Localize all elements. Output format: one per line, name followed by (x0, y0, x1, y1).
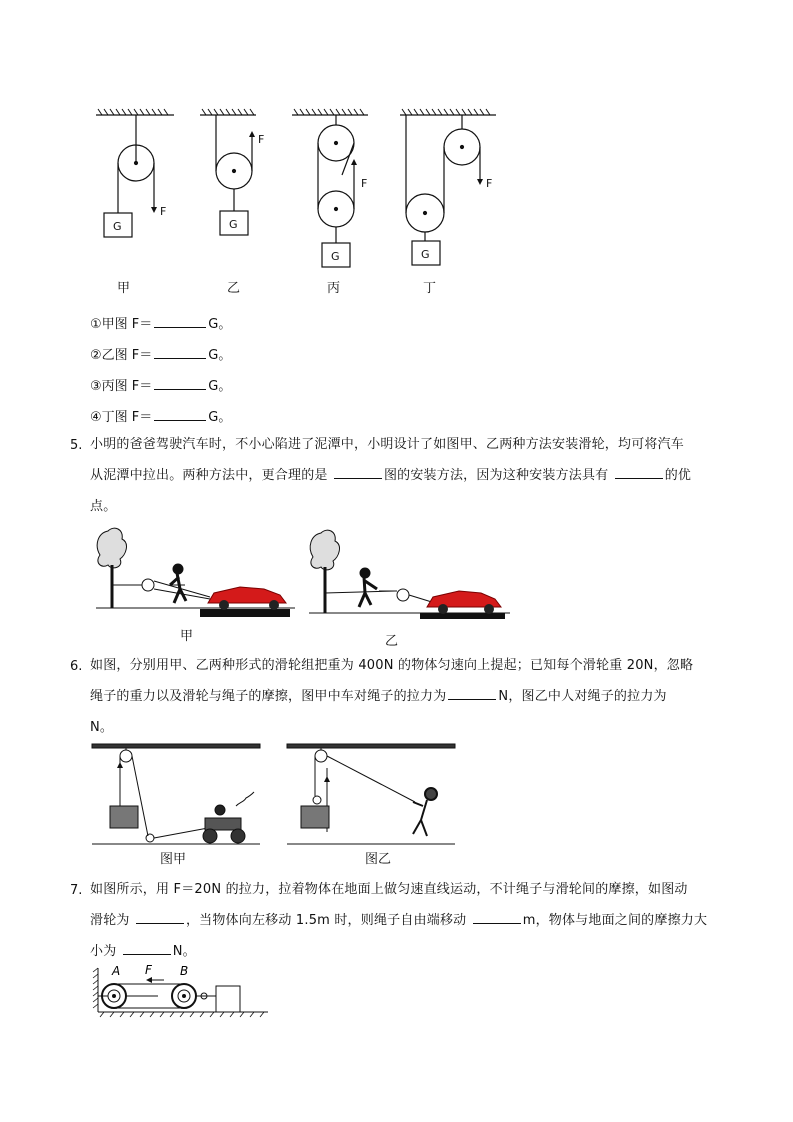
q7-blank-2[interactable] (473, 911, 521, 924)
force-label-ding: F (486, 177, 493, 190)
lifting-figure-yi (285, 740, 460, 850)
answer-2-prefix: ②乙图 F＝ (90, 348, 153, 363)
car-pulley-figure-jia (90, 525, 300, 620)
q6-blank-1[interactable] (448, 687, 496, 700)
answer-4-blank[interactable] (154, 408, 206, 421)
answer-4-prefix: ④丁图 F＝ (90, 410, 153, 425)
q6-caption-jia: 图甲 (160, 852, 187, 867)
answer-2-suffix: G。 (208, 348, 232, 363)
force-label-yi: F (258, 133, 265, 146)
q6-text-a: 绳子的重力以及滑轮与绳子的摩擦，图甲中车对绳子的拉力为 (90, 689, 447, 704)
q7-text-b: ，当物体向左移动 1.5m 时，则绳子自由端移动 (185, 913, 467, 928)
answer-2-blank[interactable] (154, 346, 206, 359)
question-6-line-3: N。 (90, 720, 114, 735)
answer-3-prefix: ③丙图 F＝ (90, 379, 153, 394)
figure-caption-jia: 甲 (117, 281, 131, 296)
question-7-number: 7. (70, 883, 83, 898)
answer-line-2 (90, 344, 231, 363)
figure-caption-yi: 乙 (227, 281, 241, 296)
answer-3-blank[interactable] (154, 377, 206, 390)
q7-text-c: m，物体与地面之间的摩擦力大 (522, 913, 708, 928)
q5-blank-2[interactable] (615, 466, 663, 479)
question-6-line-1: 如图，分别用甲、乙两种形式的滑轮组把重为 400N 的物体匀速向上提起；已知每个滑轮重 20N，忽略 (90, 658, 694, 673)
q7-text-d: 小为 (90, 944, 117, 959)
force-label-bing: F (361, 177, 368, 190)
weight-label-ding: G (421, 248, 430, 261)
question-7-line-1: 如图所示，用 F＝20N 的拉力，拉着物体在地面上做匀速直线运动，不计绳子与滑轮间的摩擦，如图动 (90, 882, 688, 897)
question-6-line-2 (90, 681, 730, 712)
q5-blank-1[interactable] (334, 466, 382, 479)
answer-3-suffix: G。 (208, 379, 232, 394)
answer-4-suffix: G。 (208, 410, 232, 425)
pulley-label-b: B (180, 964, 189, 978)
q7-blank-1[interactable] (136, 911, 184, 924)
answer-line-1 (90, 313, 231, 332)
question-6-text (90, 650, 730, 743)
force-label-f: F (145, 963, 152, 977)
answer-line-3 (90, 375, 231, 394)
lifting-figure-jia (90, 740, 265, 850)
q5-text-a: 从泥潭中拉出。两种方法中，更合理的是 (90, 468, 328, 483)
figure-caption-bing: 丙 (327, 281, 341, 296)
question-5-text (90, 429, 730, 522)
answer-1-prefix: ①甲图 F＝ (90, 317, 153, 332)
pulley-figures-q4 (90, 105, 520, 295)
answer-line-4 (90, 406, 231, 425)
force-label-jia: F (160, 205, 167, 218)
question-5-line-1: 小明的爸爸驾驶汽车时，不小心陷进了泥潭中，小明设计了如图甲、乙两种方法安装滑轮，均可将汽车 (90, 437, 685, 452)
question-5-number: 5. (70, 438, 83, 453)
q5-caption-jia: 甲 (180, 629, 194, 644)
pulley-label-a: A (112, 964, 121, 978)
weight-label-yi: G (229, 218, 238, 231)
q5-caption-yi: 乙 (385, 634, 399, 649)
question-6-number: 6. (70, 659, 83, 674)
q5-text-b: 图的安装方法，因为这种安装方法具有 (383, 468, 609, 483)
q5-text-c: 的优 (664, 468, 692, 483)
answer-1-blank[interactable] (154, 315, 206, 328)
question-5-line-2 (90, 460, 730, 491)
q6-caption-yi: 图乙 (365, 852, 392, 867)
weight-label-bing: G (331, 250, 340, 263)
q7-blank-3[interactable] (123, 942, 171, 955)
answer-1-suffix: G。 (208, 317, 232, 332)
question-5-line-3: 点。 (90, 499, 117, 514)
q6-text-b: N，图乙中人对绳子的拉力为 (498, 689, 667, 704)
q7-text-a: 滑轮为 (90, 913, 130, 928)
question-7-text (90, 874, 730, 967)
horizontal-pulley-figure (90, 960, 275, 1020)
weight-label-jia: G (113, 220, 122, 233)
car-pulley-figure-yi (305, 525, 515, 620)
figure-caption-ding: 丁 (423, 281, 437, 296)
question-7-line-2 (90, 905, 730, 936)
q7-text-e: N。 (172, 944, 196, 959)
